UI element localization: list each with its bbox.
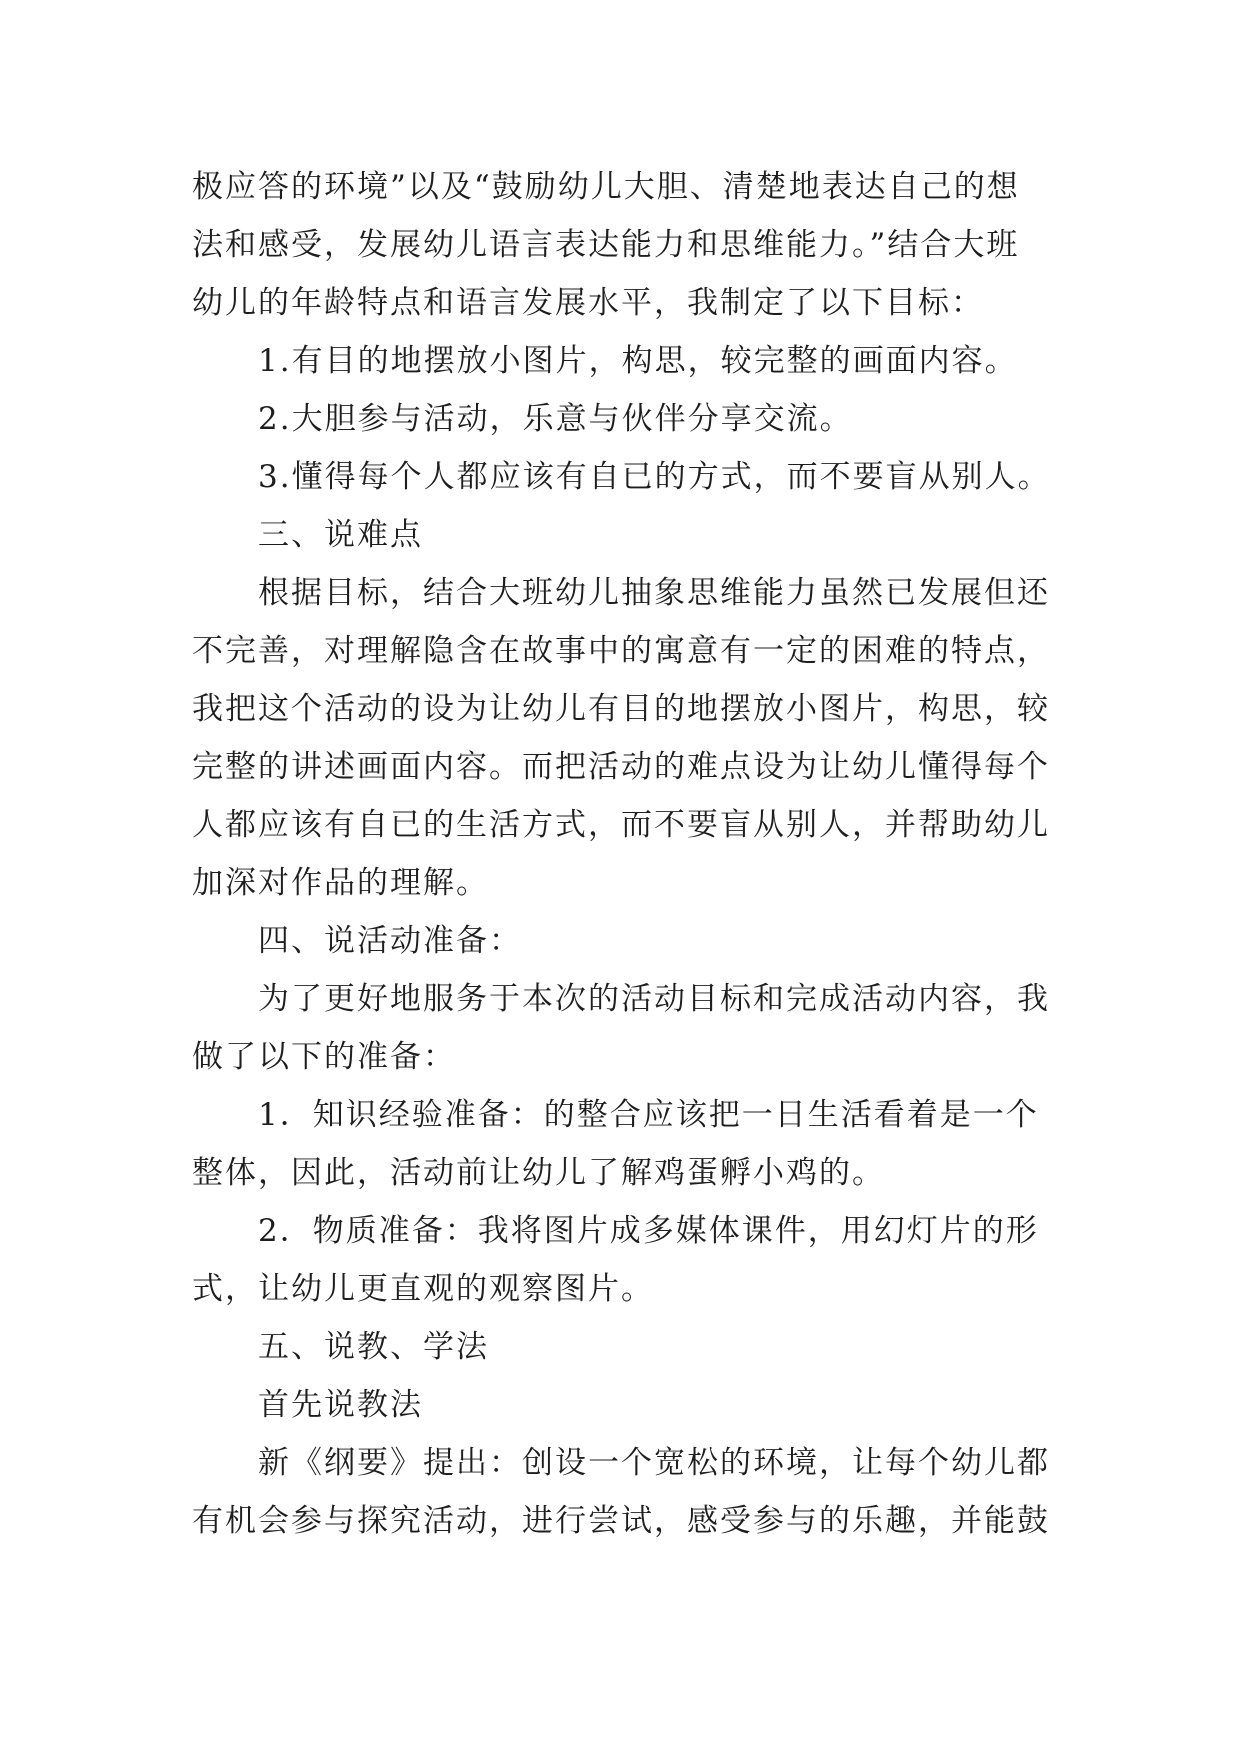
text-line: 四、说活动准备： (258, 923, 522, 959)
text-line: 新《纲要》提出：创设一个宽松的环境，让每个幼儿都 (258, 1445, 1050, 1481)
text-line: 根据目标，结合大班幼儿抽象思维能力虽然已发展但还 (258, 575, 1050, 611)
text-line: 为了更好地服务于本次的活动目标和完成活动内容，我 (258, 981, 1050, 1017)
text-line: 2．物质准备：我将图片成多媒体课件，用幻灯片的形 (258, 1213, 1039, 1249)
text-line: 1．知识经验准备：的整合应该把一日生活看着是一个 (258, 1097, 1039, 1133)
text-line: 整体，因此，活动前让幼儿了解鸡蛋孵小鸡的。 (192, 1155, 885, 1191)
text-line: 法和感受，发展幼儿语言表达能力和思维能力。”结合大班 (192, 227, 1020, 263)
text-line: 三、说难点 (258, 517, 423, 553)
text-line: 五、说教、学法 (258, 1329, 489, 1365)
document-body (192, 158, 1052, 1550)
text-line: 加深对作品的理解。 (192, 865, 489, 901)
text-line: 首先说教法 (258, 1387, 423, 1423)
text-line: 幼儿的年龄特点和语言发展水平，我制定了以下目标： (192, 285, 984, 321)
text-line: 人都应该有自已的生活方式，而不要盲从别人，并帮助幼儿 (192, 807, 1050, 843)
text-line: 不完善，对理解隐含在故事中的寓意有一定的困难的特点， (192, 633, 1050, 669)
text-line: 1.有目的地摆放小图片，构思，较完整的画面内容。 (258, 343, 1018, 379)
text-line: 我把这个活动的设为让幼儿有目的地摆放小图片，构思，较 (192, 691, 1050, 727)
text-line: 极应答的环境”以及“鼓励幼儿大胆、清楚地表达自己的想 (192, 169, 1020, 205)
text-line: 完整的讲述画面内容。而把活动的难点设为让幼儿懂得每个 (192, 749, 1050, 785)
text-line: 做了以下的准备： (192, 1039, 456, 1075)
text-line: 有机会参与探究活动，进行尝试，感受参与的乐趣，并能鼓 (192, 1503, 1050, 1539)
text-line: 式，让幼儿更直观的观察图片。 (192, 1271, 654, 1307)
text-line: 3.懂得每个人都应该有自已的方式，而不要盲从别人。 (258, 459, 1051, 495)
text-line: 2.大胆参与活动，乐意与伙伴分享交流。 (258, 401, 853, 437)
